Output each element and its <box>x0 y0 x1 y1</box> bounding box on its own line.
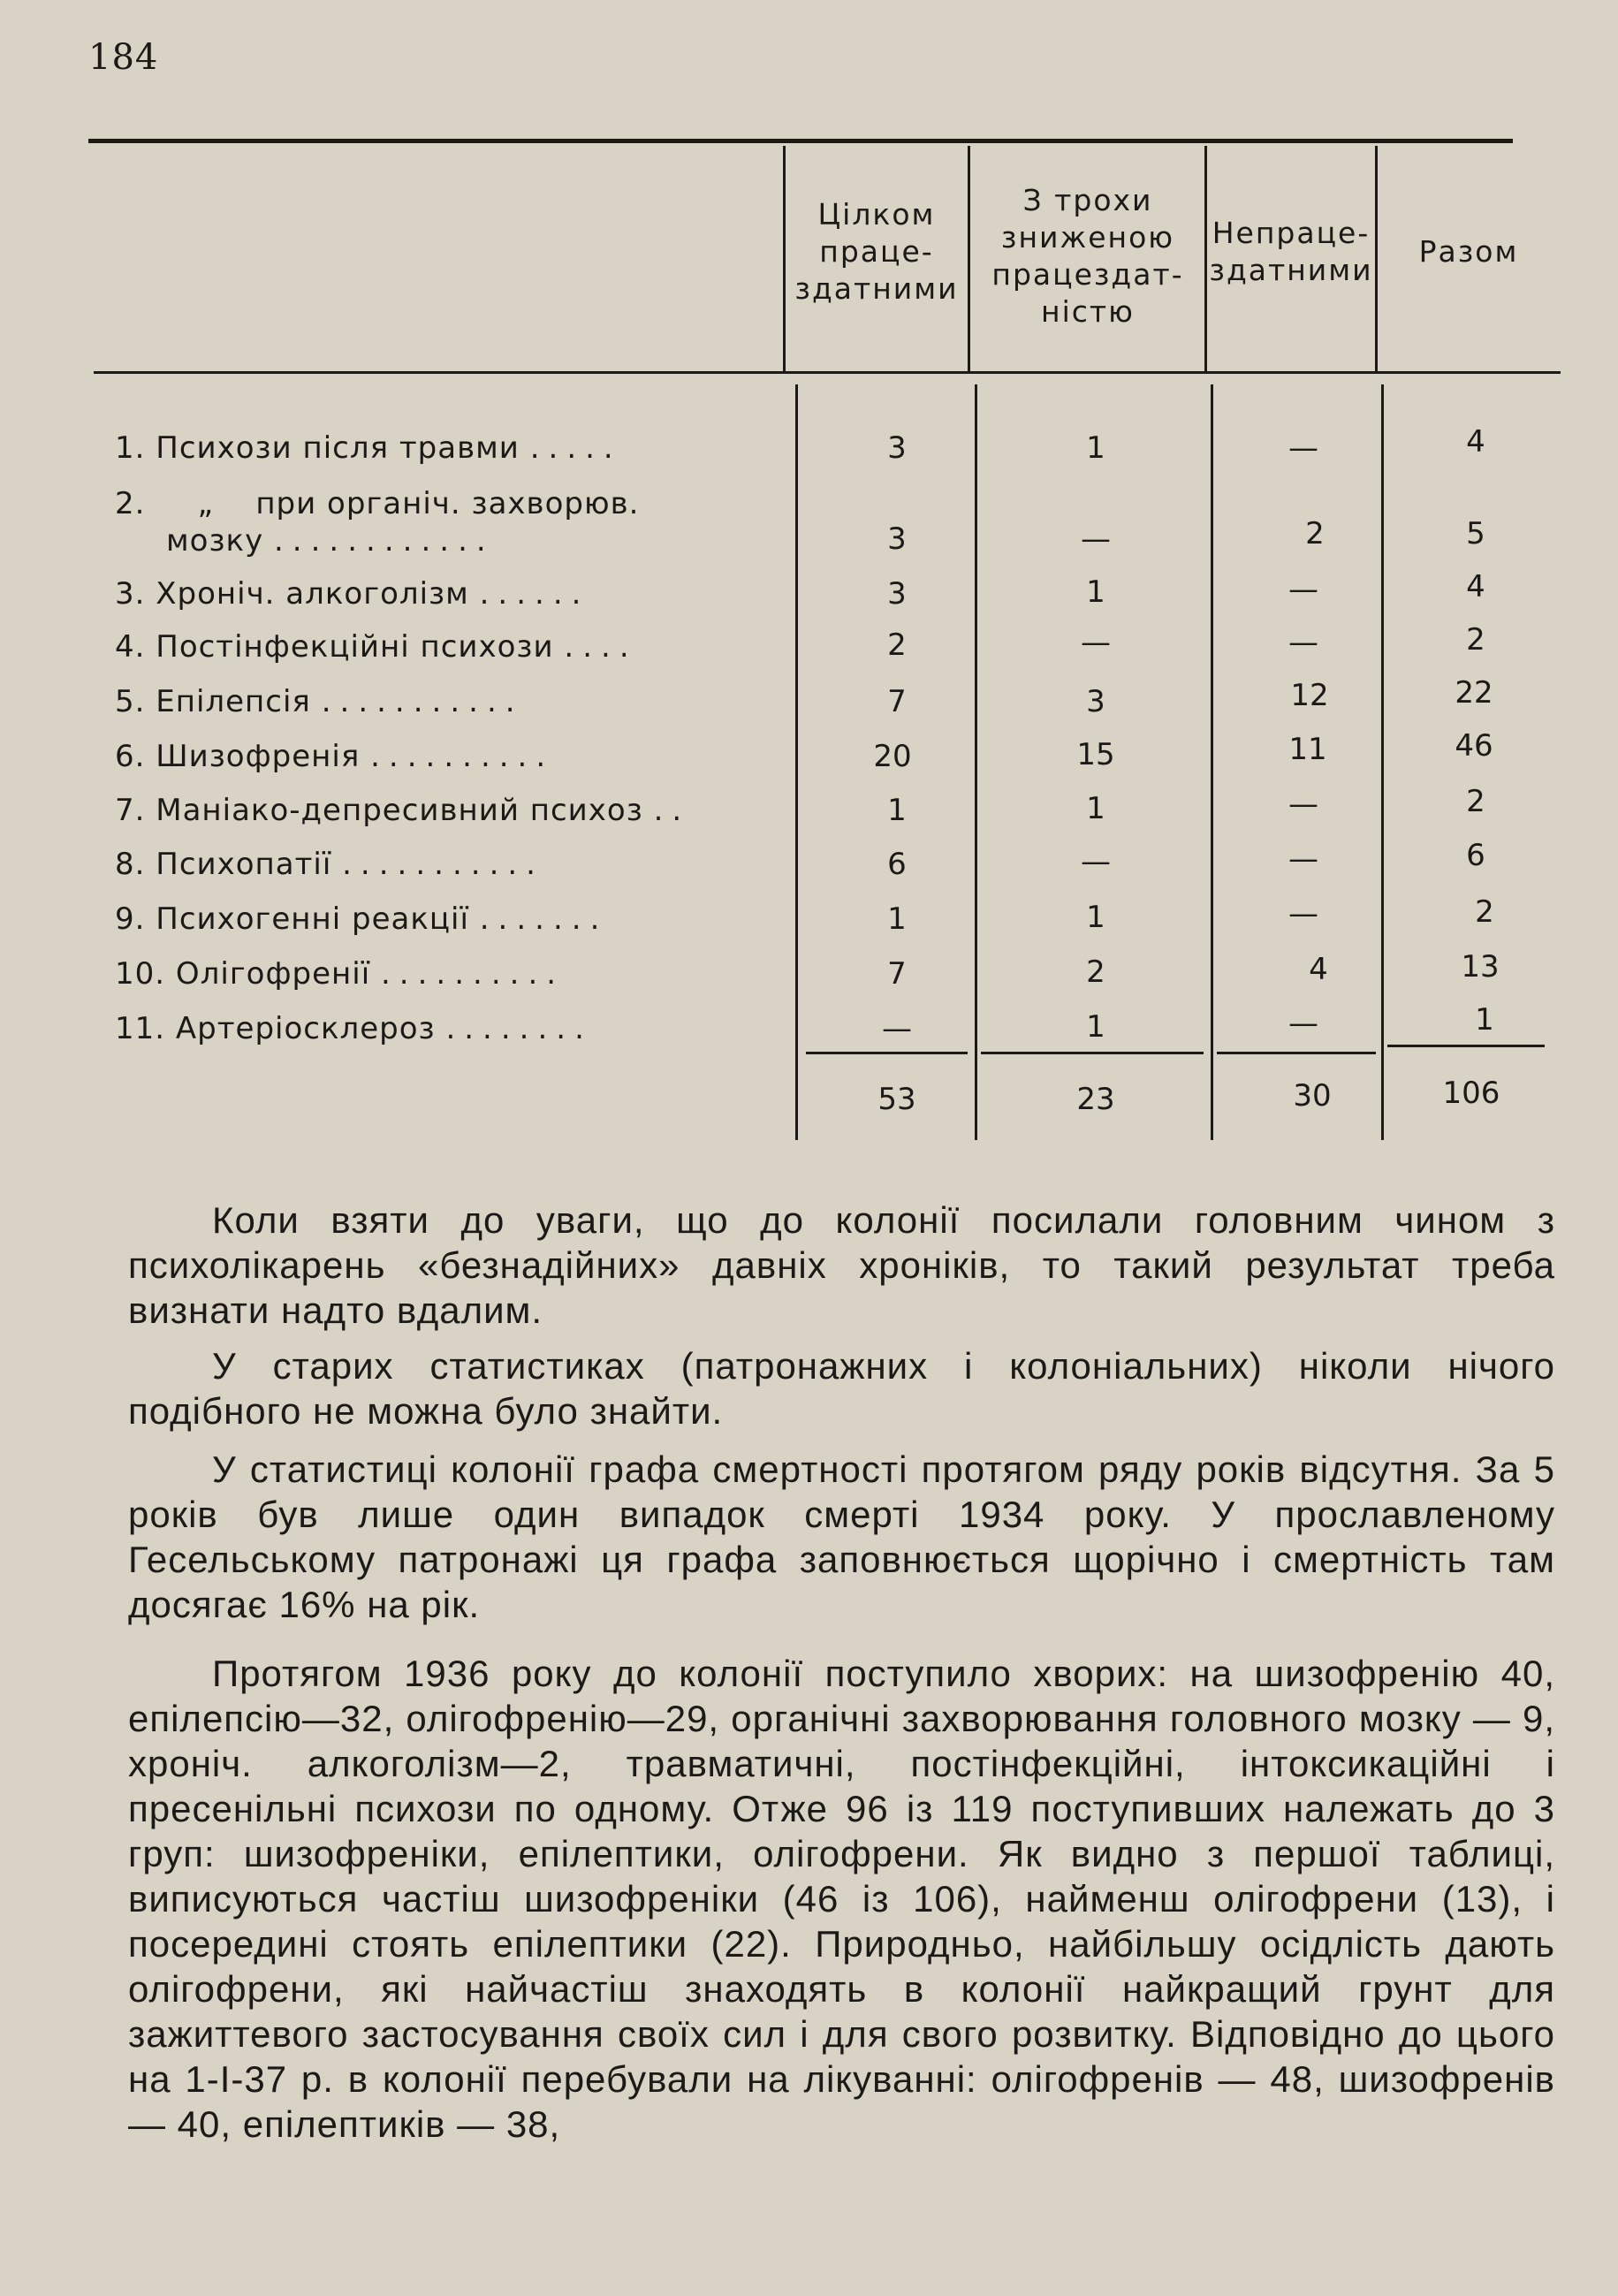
cell-reduced: — <box>1081 844 1111 879</box>
cell-fully-able: 2 <box>887 627 907 663</box>
cell-unable: — <box>1288 787 1318 822</box>
page-number: 184 <box>88 37 159 78</box>
cell-total: 13 <box>1461 949 1500 985</box>
row-label: 2. „ при органіч. захворюв. <box>115 486 640 521</box>
row-label: 4. Постінфекційні психози .... <box>115 629 638 665</box>
cell-total: 46 <box>1455 728 1493 764</box>
cell-total: 4 <box>1466 569 1485 604</box>
cell-unable: — <box>1288 896 1318 931</box>
total-all: 106 <box>1442 1076 1500 1111</box>
cell-reduced: 15 <box>1076 737 1115 772</box>
paragraph: У старих статистиках (патронажних і колоніальних) ніколи нічого подібного не можна було знайти. <box>128 1345 1555 1432</box>
top-rule <box>88 139 1513 143</box>
row-label-continued: мозку ............ <box>166 523 495 559</box>
totals-rule <box>806 1052 968 1054</box>
cell-total: 2 <box>1466 622 1485 658</box>
cell-reduced: 1 <box>1086 900 1105 935</box>
cell-fully-able: 3 <box>887 521 907 557</box>
row-label: 7. Маніако-депресивний психоз .. <box>115 793 691 828</box>
cell-reduced: — <box>1081 521 1111 557</box>
row-label: 3. Хроніч. алкоголізм ...... <box>115 576 590 612</box>
cell-unable: 4 <box>1309 952 1328 987</box>
cell-fully-able: 3 <box>887 430 907 466</box>
col-header-fully-able: Цілком праце-здатними <box>794 197 959 306</box>
cell-total: 2 <box>1475 894 1494 930</box>
column-divider <box>968 146 970 371</box>
cell-fully-able: 1 <box>887 901 907 937</box>
row-label: 11. Артеріосклероз ........ <box>115 1011 593 1046</box>
paragraph: Протягом 1936 року до колонії поступило хворих: на шизофренію 40, епілепсію—32, олігофренію—29, органічні захворювання головного мозку — 9, хроніч. алкоголізм—2, травматичні, постінфекційні, інтоксикаційні і пресенільні психози по одному. Отже 96 із 119 поступивших належать до 3 груп: шизофреніки, епілептики, олігофрени. Як видно з першої таблиці, виписуються частіш шизофреніки (46 із 106), найменш олігофрени (13), і посередині стоять епілептики (22). Природньо, найбільшу осідлість дають олігофрени, які найчастіш знаходять в колонії найкращий грунт для зажиттевого застосування своїх сил і для свого розвитку. Відповідно до цього на 1-І-37 р. в колонії перебували на лікуванні: олігофренів — 48, шизофренів — 40, епілептиків — 38, <box>128 1653 1555 2145</box>
cell-reduced: 2 <box>1086 954 1105 990</box>
row-label: 8. Психопатії ........... <box>115 847 544 882</box>
totals-rule <box>1217 1052 1376 1054</box>
cell-total: 6 <box>1466 838 1485 873</box>
cell-unable: — <box>1288 572 1318 607</box>
cell-fully-able: 1 <box>887 793 907 828</box>
cell-unable: — <box>1288 430 1318 466</box>
cell-total: 22 <box>1455 675 1493 711</box>
row-label: 9. Психогенні реакції ....... <box>115 901 609 937</box>
paragraph: Коли взяти до уваги, що до колонії посилали головним чином з психолікарень «безнадійних» давніх хроніків, то такий результат треба визнати надто вдалим. <box>128 1199 1555 1331</box>
total-fully-able: 53 <box>877 1082 916 1117</box>
cell-fully-able: 6 <box>887 847 907 882</box>
cell-unable: — <box>1288 1006 1318 1041</box>
col-header-unable: Непраце-здатними <box>1209 216 1373 287</box>
cell-unable: 2 <box>1305 516 1325 551</box>
total-reduced: 23 <box>1076 1082 1115 1117</box>
totals-rule <box>1387 1045 1545 1047</box>
cell-unable: — <box>1288 841 1318 877</box>
header-rule <box>94 371 1561 374</box>
column-divider <box>1211 384 1213 1140</box>
column-divider <box>1375 146 1378 371</box>
cell-reduced: 1 <box>1086 430 1105 466</box>
cell-fully-able: 3 <box>887 576 907 612</box>
cell-reduced: 3 <box>1086 684 1105 719</box>
row-label: 10. Олігофренії .......... <box>115 956 566 992</box>
paragraph: У статистиці колонії графа смертності протягом ряду років відсутня. За 5 років був лише один випадок смерті 1934 року. У прославленому Гесельському патронажі ця графа заповнюється щорічно і смертність там досягає 16% на рік. <box>128 1448 1555 1625</box>
cell-total: 5 <box>1466 516 1485 551</box>
cell-total: 1 <box>1475 1002 1494 1038</box>
column-divider <box>795 384 798 1140</box>
total-unable: 30 <box>1293 1078 1332 1114</box>
col-header-reduced: З трохи зниженою працездат-ністю <box>991 183 1184 329</box>
row-label: 6. Шизофренія .......... <box>115 739 555 774</box>
cell-unable: 11 <box>1288 732 1327 767</box>
cell-unable: — <box>1288 625 1318 660</box>
cell-total: 4 <box>1466 424 1485 460</box>
column-divider <box>1204 146 1207 371</box>
cell-reduced: 1 <box>1086 574 1105 610</box>
cell-unable: 12 <box>1290 678 1329 713</box>
cell-total: 2 <box>1466 784 1485 819</box>
totals-rule <box>981 1052 1204 1054</box>
cell-reduced: — <box>1081 625 1111 660</box>
cell-reduced: 1 <box>1086 1009 1105 1045</box>
cell-fully-able: 7 <box>887 956 907 992</box>
cell-fully-able: — <box>882 1011 912 1046</box>
cell-reduced: 1 <box>1086 791 1105 826</box>
row-label: 5. Епілепсія ........... <box>115 684 524 719</box>
col-header-total: Разом <box>1418 234 1519 269</box>
cell-fully-able: 20 <box>873 739 912 774</box>
row-label: 1. Психози після травми ..... <box>115 430 622 466</box>
column-divider <box>783 146 786 371</box>
cell-fully-able: 7 <box>887 684 907 719</box>
